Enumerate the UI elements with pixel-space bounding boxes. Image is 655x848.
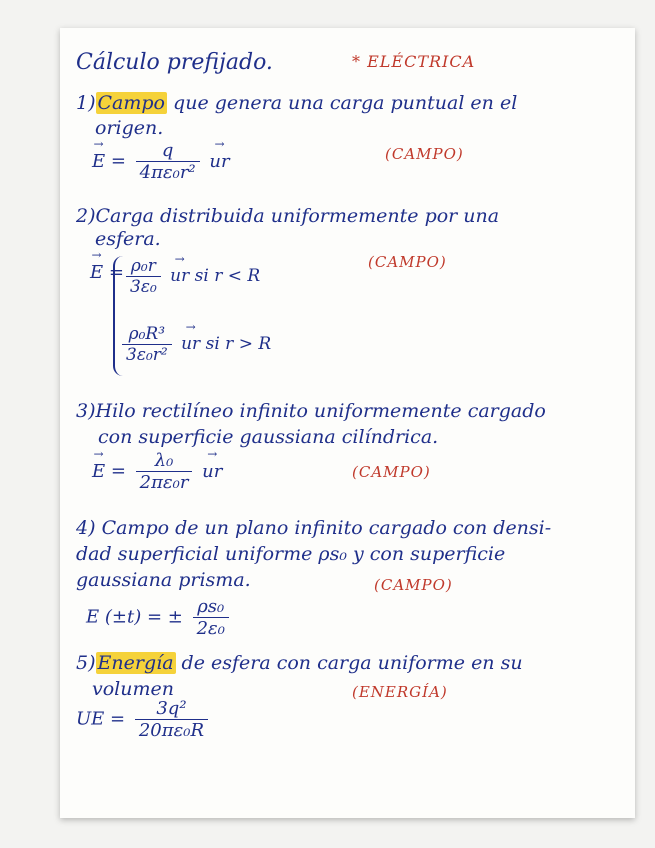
item-2-line-1 <box>76 205 499 227</box>
item-4-number: 4) <box>76 517 96 539</box>
item-4-text: Campo de un plano infinito cargado con densi- <box>101 517 552 539</box>
category-tag: * ELÉCTRICA <box>352 52 476 71</box>
item-1-tag: (CAMPO) <box>385 145 464 163</box>
item-5-equation <box>76 698 212 741</box>
item-3-line-1 <box>76 400 546 422</box>
item-2-case-1-denominator: 3ε₀ <box>130 277 157 297</box>
item-2-case-2 <box>118 324 271 365</box>
item-2-case-2-unit: → ur <box>181 334 200 354</box>
item-2-case-1 <box>122 256 260 297</box>
item-5-number: 5) <box>76 652 96 674</box>
item-5-numerator: 3q² <box>135 698 208 720</box>
item-2-case-1-numerator: ρ₀r <box>126 256 161 277</box>
item-4-line-1 <box>76 517 551 539</box>
item-5-denominator: 20πε₀R <box>138 720 205 741</box>
item-3-numerator: λ₀ <box>136 450 193 472</box>
item-2-number: 2) <box>76 205 96 227</box>
item-1-fraction <box>136 140 200 183</box>
item-2-eq-lhs: → E <box>90 262 103 283</box>
item-3-text: Hilo rectilíneo infinito uniformemente cargado <box>95 400 546 422</box>
item-3-number: 3) <box>76 400 96 422</box>
item-2-case-2-denominator: 3ε₀r² <box>126 345 168 365</box>
item-1-line-1 <box>76 92 517 114</box>
item-4-fraction <box>193 596 229 639</box>
item-1-number: 1) <box>76 92 96 114</box>
item-3-fraction <box>136 450 193 493</box>
item-5-text: de esfera con carga uniforme en su <box>175 652 523 674</box>
item-4-tag: (CAMPO) <box>374 576 453 594</box>
item-5-tag: (ENERGÍA) <box>352 683 448 701</box>
item-1-denominator: 4πε₀r² <box>139 162 196 183</box>
item-2-case-2-fraction <box>122 324 172 365</box>
item-1-numerator: q <box>136 140 200 162</box>
item-4-denominator: 2ε₀ <box>196 618 225 639</box>
item-3-eq-lhs: → E <box>92 461 105 482</box>
item-3-denominator: 2πε₀r <box>139 472 189 493</box>
item-4-numerator: ρs₀ <box>193 596 229 618</box>
item-1-equation: → E = $\frac{q}{\text{4πε₀r²}}$ → ur <box>92 140 230 183</box>
item-2-line-2: esfera. <box>95 228 161 250</box>
item-3-line-2: con superficie gaussiana cilíndrica. <box>98 426 439 448</box>
item-1-unit-vector: → ur <box>209 151 229 172</box>
item-1-highlight: Campo <box>97 92 165 114</box>
item-1-eq-lhs: → E <box>92 151 105 172</box>
item-5-eq-lhs: UE = <box>76 708 126 730</box>
item-2-eq-lhs-wrap: → E = <box>90 262 124 283</box>
item-4-equation <box>86 596 233 639</box>
item-4-line-2: dad superficial uniforme ρs₀ y con superficie <box>76 543 506 565</box>
item-2-case-2-condition: si r > R <box>205 334 272 354</box>
item-3-equation: → E = $\frac{\text{λ₀}}{\text{2πε₀r}}$ → ur <box>92 450 222 493</box>
item-5-highlight: Energía <box>97 652 174 674</box>
page-title: Cálculo prefijado. <box>76 50 273 75</box>
item-3-unit-vector: → ur <box>202 461 222 482</box>
item-2-tag: (CAMPO) <box>368 253 447 271</box>
item-4-eq-lhs: E (±t) = ± <box>86 606 183 628</box>
item-4-line-3: gaussiana prisma. <box>76 569 251 591</box>
item-5-line-1 <box>76 652 523 674</box>
item-2-case-1-unit: → ur <box>170 266 189 286</box>
item-2-case-2-numerator: ρ₀R³ <box>122 324 172 345</box>
item-1-text: que genera una carga puntual en el <box>167 92 518 114</box>
item-5-line-2: volumen <box>92 678 174 700</box>
item-2-case-1-condition: si r < R <box>194 266 261 286</box>
item-2-case-1-fraction <box>126 256 161 297</box>
item-5-fraction <box>135 698 208 741</box>
item-3-tag: (CAMPO) <box>352 463 431 481</box>
item-1-line-2: origen. <box>95 117 164 139</box>
item-2-text: Carga distribuida uniformemente por una <box>95 205 500 227</box>
